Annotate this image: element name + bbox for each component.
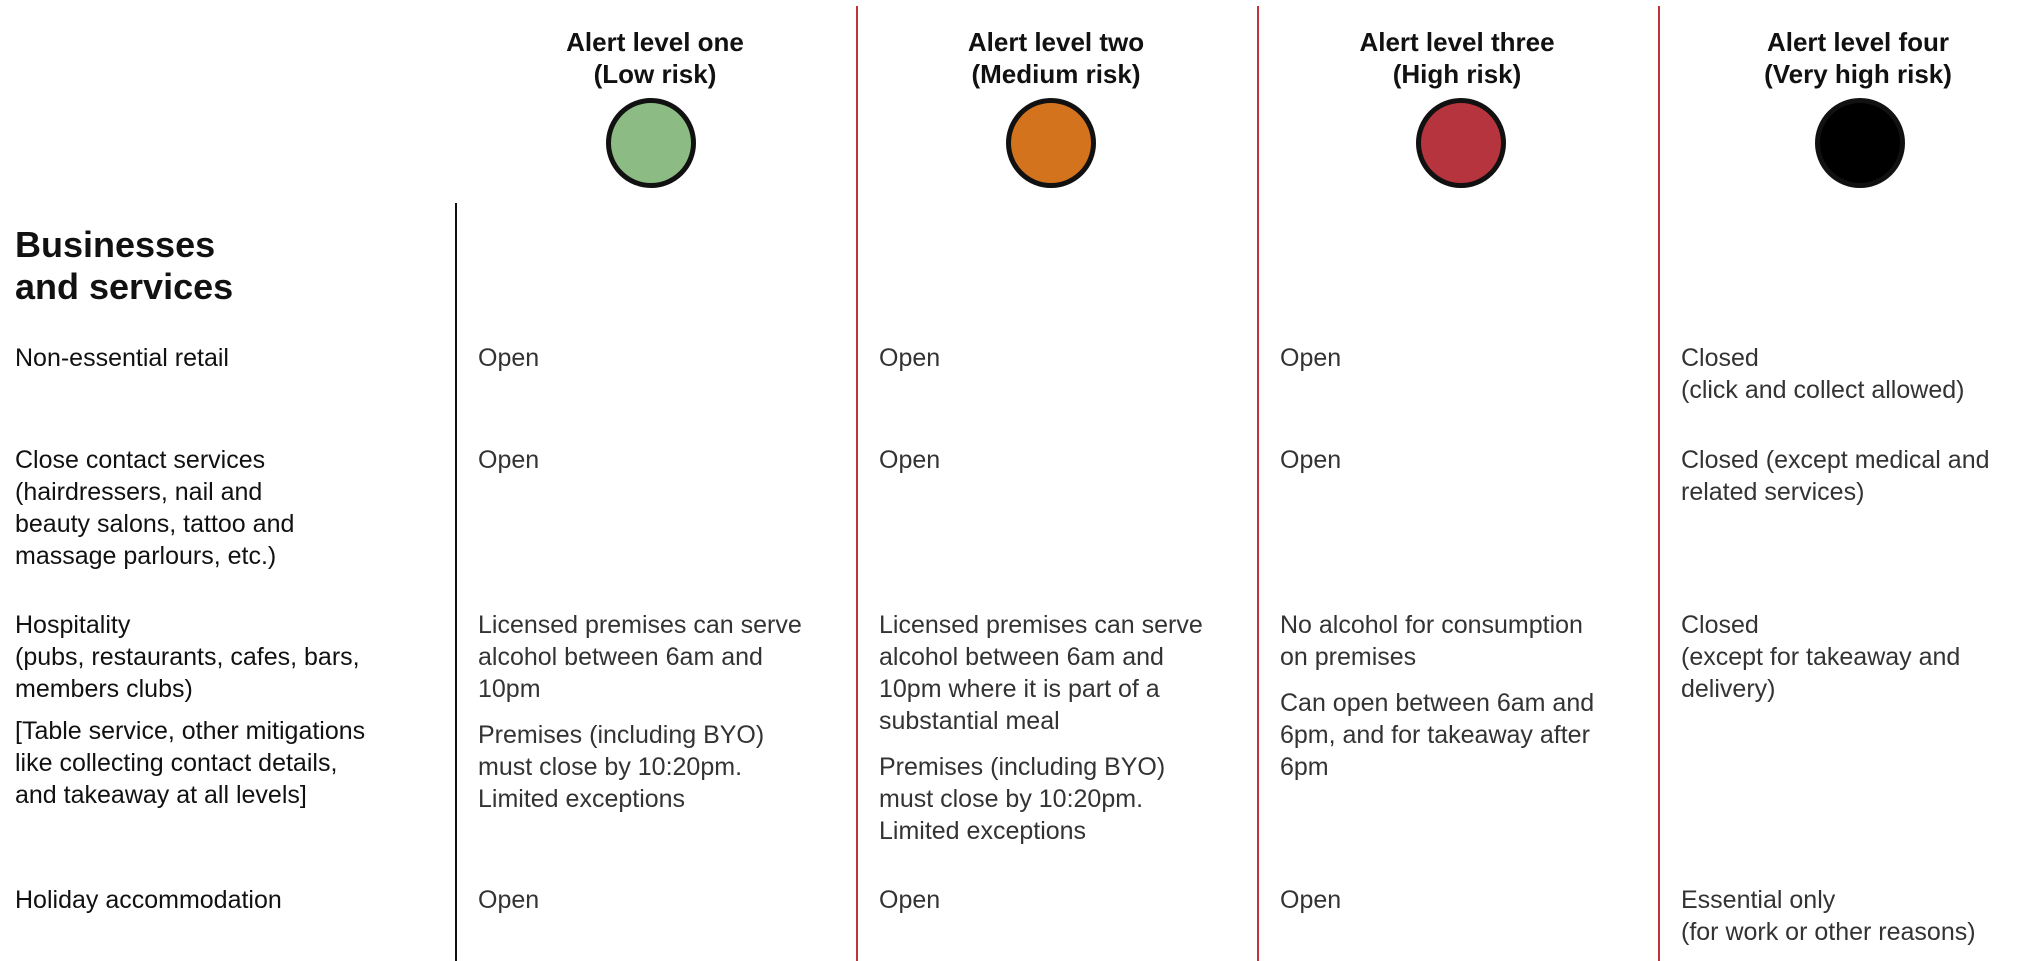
section-title [15,224,435,308]
cell-line: 10pm [478,675,541,703]
cell-text: Open [1280,446,1342,474]
cell-line: Limited exceptions [478,785,686,813]
level-three-title: Alert level three [1359,27,1555,57]
cell-close-contact-level-four [1681,444,2044,508]
row-label-line: (pubs, restaurants, cafes, bars, [15,643,360,671]
cell-retail-level-three [1280,342,1660,374]
cell-holiday-level-four [1681,884,2044,948]
cell-line: Essential only [1681,886,1836,914]
cell-line: delivery) [1681,675,1776,703]
cell-hospitality-level-two [879,609,1259,847]
cell-text: Open [478,344,540,372]
row-label-non-essential-retail [15,342,435,374]
cell-text [1681,342,2044,406]
cell-text: Open [879,446,941,474]
cell-line: Closed [1681,611,1759,639]
level-one-indicator-icon [606,98,696,188]
cell-line: Premises (including BYO) [879,753,1166,781]
cell-line: Licensed premises can serve [879,611,1203,639]
cell-line: substantial meal [879,707,1060,735]
row-label-line: Close contact services [15,446,266,474]
cell-line: Limited exceptions [879,817,1087,845]
row-label-text [15,609,435,705]
cell-line: (except for takeaway and [1681,643,1961,671]
section-title-line-1: Businesses [15,224,216,265]
cell-line: No alcohol for consumption [1280,611,1583,639]
cell-line: 6pm [1280,753,1329,781]
cell-close-contact-level-one [478,444,858,476]
label-column-divider [455,203,457,961]
cell-retail-level-one [478,342,858,374]
cell-line: 6pm, and for takeaway after [1280,721,1590,749]
row-label-line: massage parlours, etc.) [15,542,277,570]
cell-text [1681,884,2044,948]
cell-text: Open [478,446,540,474]
row-label-hospitality [15,609,435,811]
row-label-line: Non-essential retail [15,344,229,372]
column-divider-3 [1658,6,1660,961]
row-label-line: (hairdressers, nail and [15,478,263,506]
cell-hospitality-level-one [478,609,858,815]
cell-hospitality-level-four [1681,609,2044,705]
row-label-text [15,444,435,572]
cell-text [1280,609,1660,673]
level-two-subtitle: (Medium risk) [971,59,1141,89]
cell-holiday-level-three [1280,884,1660,916]
level-four-indicator-icon [1815,98,1905,188]
cell-line: related services) [1681,478,1865,506]
cell-text: Open [1280,886,1342,914]
row-label-holiday-accommodation [15,884,435,916]
cell-text: Open [879,886,941,914]
cell-line: Can open between 6am and [1280,689,1595,717]
row-label-line: Holiday accommodation [15,886,282,914]
row-label-line: beauty salons, tattoo and [15,510,295,538]
cell-retail-level-four [1681,342,2044,406]
cell-text [879,609,1259,737]
cell-line: 10pm where it is part of a [879,675,1160,703]
section-title-line-2: and services [15,266,234,307]
cell-text: Open [879,344,941,372]
cell-line: must close by 10:20pm. [879,785,1144,813]
row-label-line: members clubs) [15,675,193,703]
level-three-indicator-icon [1416,98,1506,188]
cell-hospitality-level-three [1280,609,1660,783]
cell-text [1681,609,2044,705]
cell-text [879,751,1259,847]
column-divider-1 [856,6,858,961]
cell-line: must close by 10:20pm. [478,753,743,781]
level-two-title: Alert level two [967,27,1145,57]
cell-text [1681,444,2044,508]
level-four-subtitle: (Very high risk) [1764,59,1952,89]
level-three-subtitle: (High risk) [1392,59,1522,89]
cell-text [478,609,858,705]
level-two-indicator-icon [1006,98,1096,188]
cell-line: Licensed premises can serve [478,611,802,639]
cell-close-contact-level-three [1280,444,1660,476]
cell-line: Closed (except medical and [1681,446,1990,474]
cell-text [478,719,858,815]
row-label-line: like collecting contact details, [15,749,338,777]
cell-line: alcohol between 6am and [478,643,763,671]
row-label-line: and takeaway at all levels] [15,781,307,809]
cell-line: (for work or other reasons) [1681,918,1976,946]
cell-text [1280,687,1660,783]
cell-line: Premises (including BYO) [478,721,765,749]
cell-line: (click and collect allowed) [1681,376,1965,404]
cell-retail-level-two [879,342,1259,374]
row-label-note [15,715,435,811]
cell-holiday-level-two [879,884,1259,916]
level-one-title: Alert level one [566,27,744,57]
cell-text: Open [478,886,540,914]
cell-line: Closed [1681,344,1759,372]
level-two-header [856,26,1256,90]
cell-close-contact-level-two [879,444,1259,476]
level-one-header [455,26,855,90]
cell-text: Open [1280,344,1342,372]
cell-holiday-level-one [478,884,858,916]
level-three-header [1257,26,1657,90]
level-four-header [1658,26,2044,90]
cell-line: on premises [1280,643,1417,671]
cell-line: alcohol between 6am and [879,643,1164,671]
row-label-close-contact-services [15,444,435,572]
level-one-subtitle: (Low risk) [593,59,717,89]
row-label-line: [Table service, other mitigations [15,717,366,745]
level-four-title: Alert level four [1766,27,1950,57]
row-label-line: Hospitality [15,611,131,639]
